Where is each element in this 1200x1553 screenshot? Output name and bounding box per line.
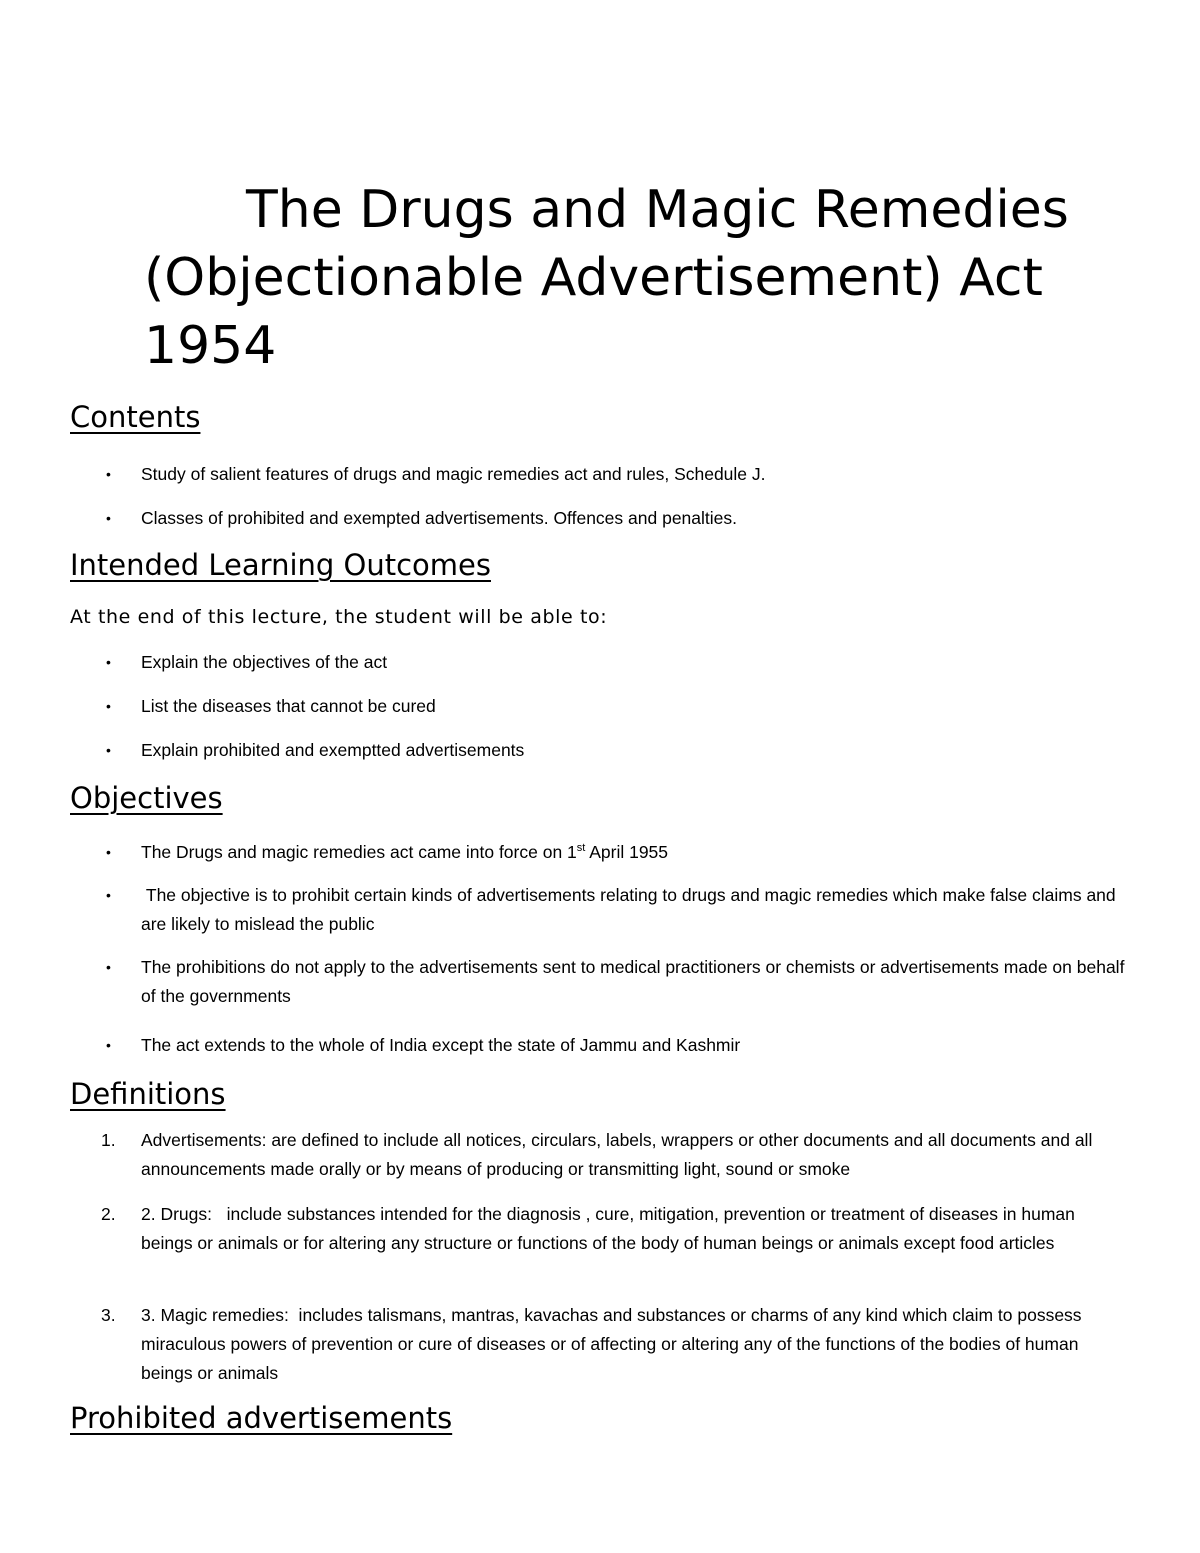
outcomes-item: • Explain prohibited and exemptted advertisements xyxy=(101,736,1131,765)
objectives-item: • The objective is to prohibit certain kinds of advertisements relating to drugs and magic remedies which make false claims and are likely to mislead the public xyxy=(101,881,1131,939)
bullet-icon: • xyxy=(106,1037,111,1053)
bullet-icon: • xyxy=(106,654,111,670)
objectives-heading: Objectives xyxy=(70,781,223,815)
contents-item: • Study of salient features of drugs and magic remedies act and rules, Schedule J. xyxy=(101,460,1131,489)
outcomes-item: • List the diseases that cannot be cured xyxy=(101,692,1131,721)
document-title: The Drugs and Magic Remedies (Objectionable Advertisement) Act 1954 xyxy=(144,180,1069,376)
definitions-item: 1. Advertisements: are defined to include all notices, circulars, labels, wrappers or other documents and all documents and all announcements made orally or by means of producing or transmitting light, sound or smoke xyxy=(101,1130,1093,1179)
bullet-icon: • xyxy=(106,510,111,526)
definitions-item: 2. 2. Drugs: include substances intended for the diagnosis , cure, mitigation, prevention or treatment of diseases in human beings or animals or for altering any structure or functions of the body of human beings or animals except food articles xyxy=(101,1204,1080,1253)
contents-heading: Contents xyxy=(70,400,201,434)
bullet-icon: • xyxy=(106,844,111,860)
outcomes-heading: Intended Learning Outcomes xyxy=(70,548,491,582)
bullet-icon: • xyxy=(106,959,111,975)
objectives-item: • The Drugs and magic remedies act came into force on 1st April 1955 xyxy=(101,838,1131,867)
outcomes-item: • Explain the objectives of the act xyxy=(101,648,1131,677)
definitions-heading: Definitions xyxy=(70,1077,226,1111)
objectives-item: • The act extends to the whole of India except the state of Jammu and Kashmir xyxy=(101,1031,1131,1060)
contents-item: • Classes of prohibited and exempted advertisements. Offences and penalties. xyxy=(101,504,1131,533)
objectives-item: • The prohibitions do not apply to the advertisements sent to medical practitioners or chemists or advertisements made on behalf of the governments xyxy=(101,953,1131,1011)
outcomes-intro: At the end of this lecture, the student will be able to: xyxy=(70,606,608,628)
definitions-item: 3. 3. Magic remedies: includes talismans, mantras, kavachas and substances or charms of any kind which claim to possess miraculous powers of prevention or cure of diseases or of affecting or altering any of the functions of the bodies of human beings or animals xyxy=(101,1305,1087,1383)
bullet-icon: • xyxy=(106,887,111,903)
prohibited-heading: Prohibited advertisements xyxy=(70,1401,453,1435)
bullet-icon: • xyxy=(106,698,111,714)
bullet-icon: • xyxy=(106,742,111,758)
bullet-icon: • xyxy=(106,466,111,482)
